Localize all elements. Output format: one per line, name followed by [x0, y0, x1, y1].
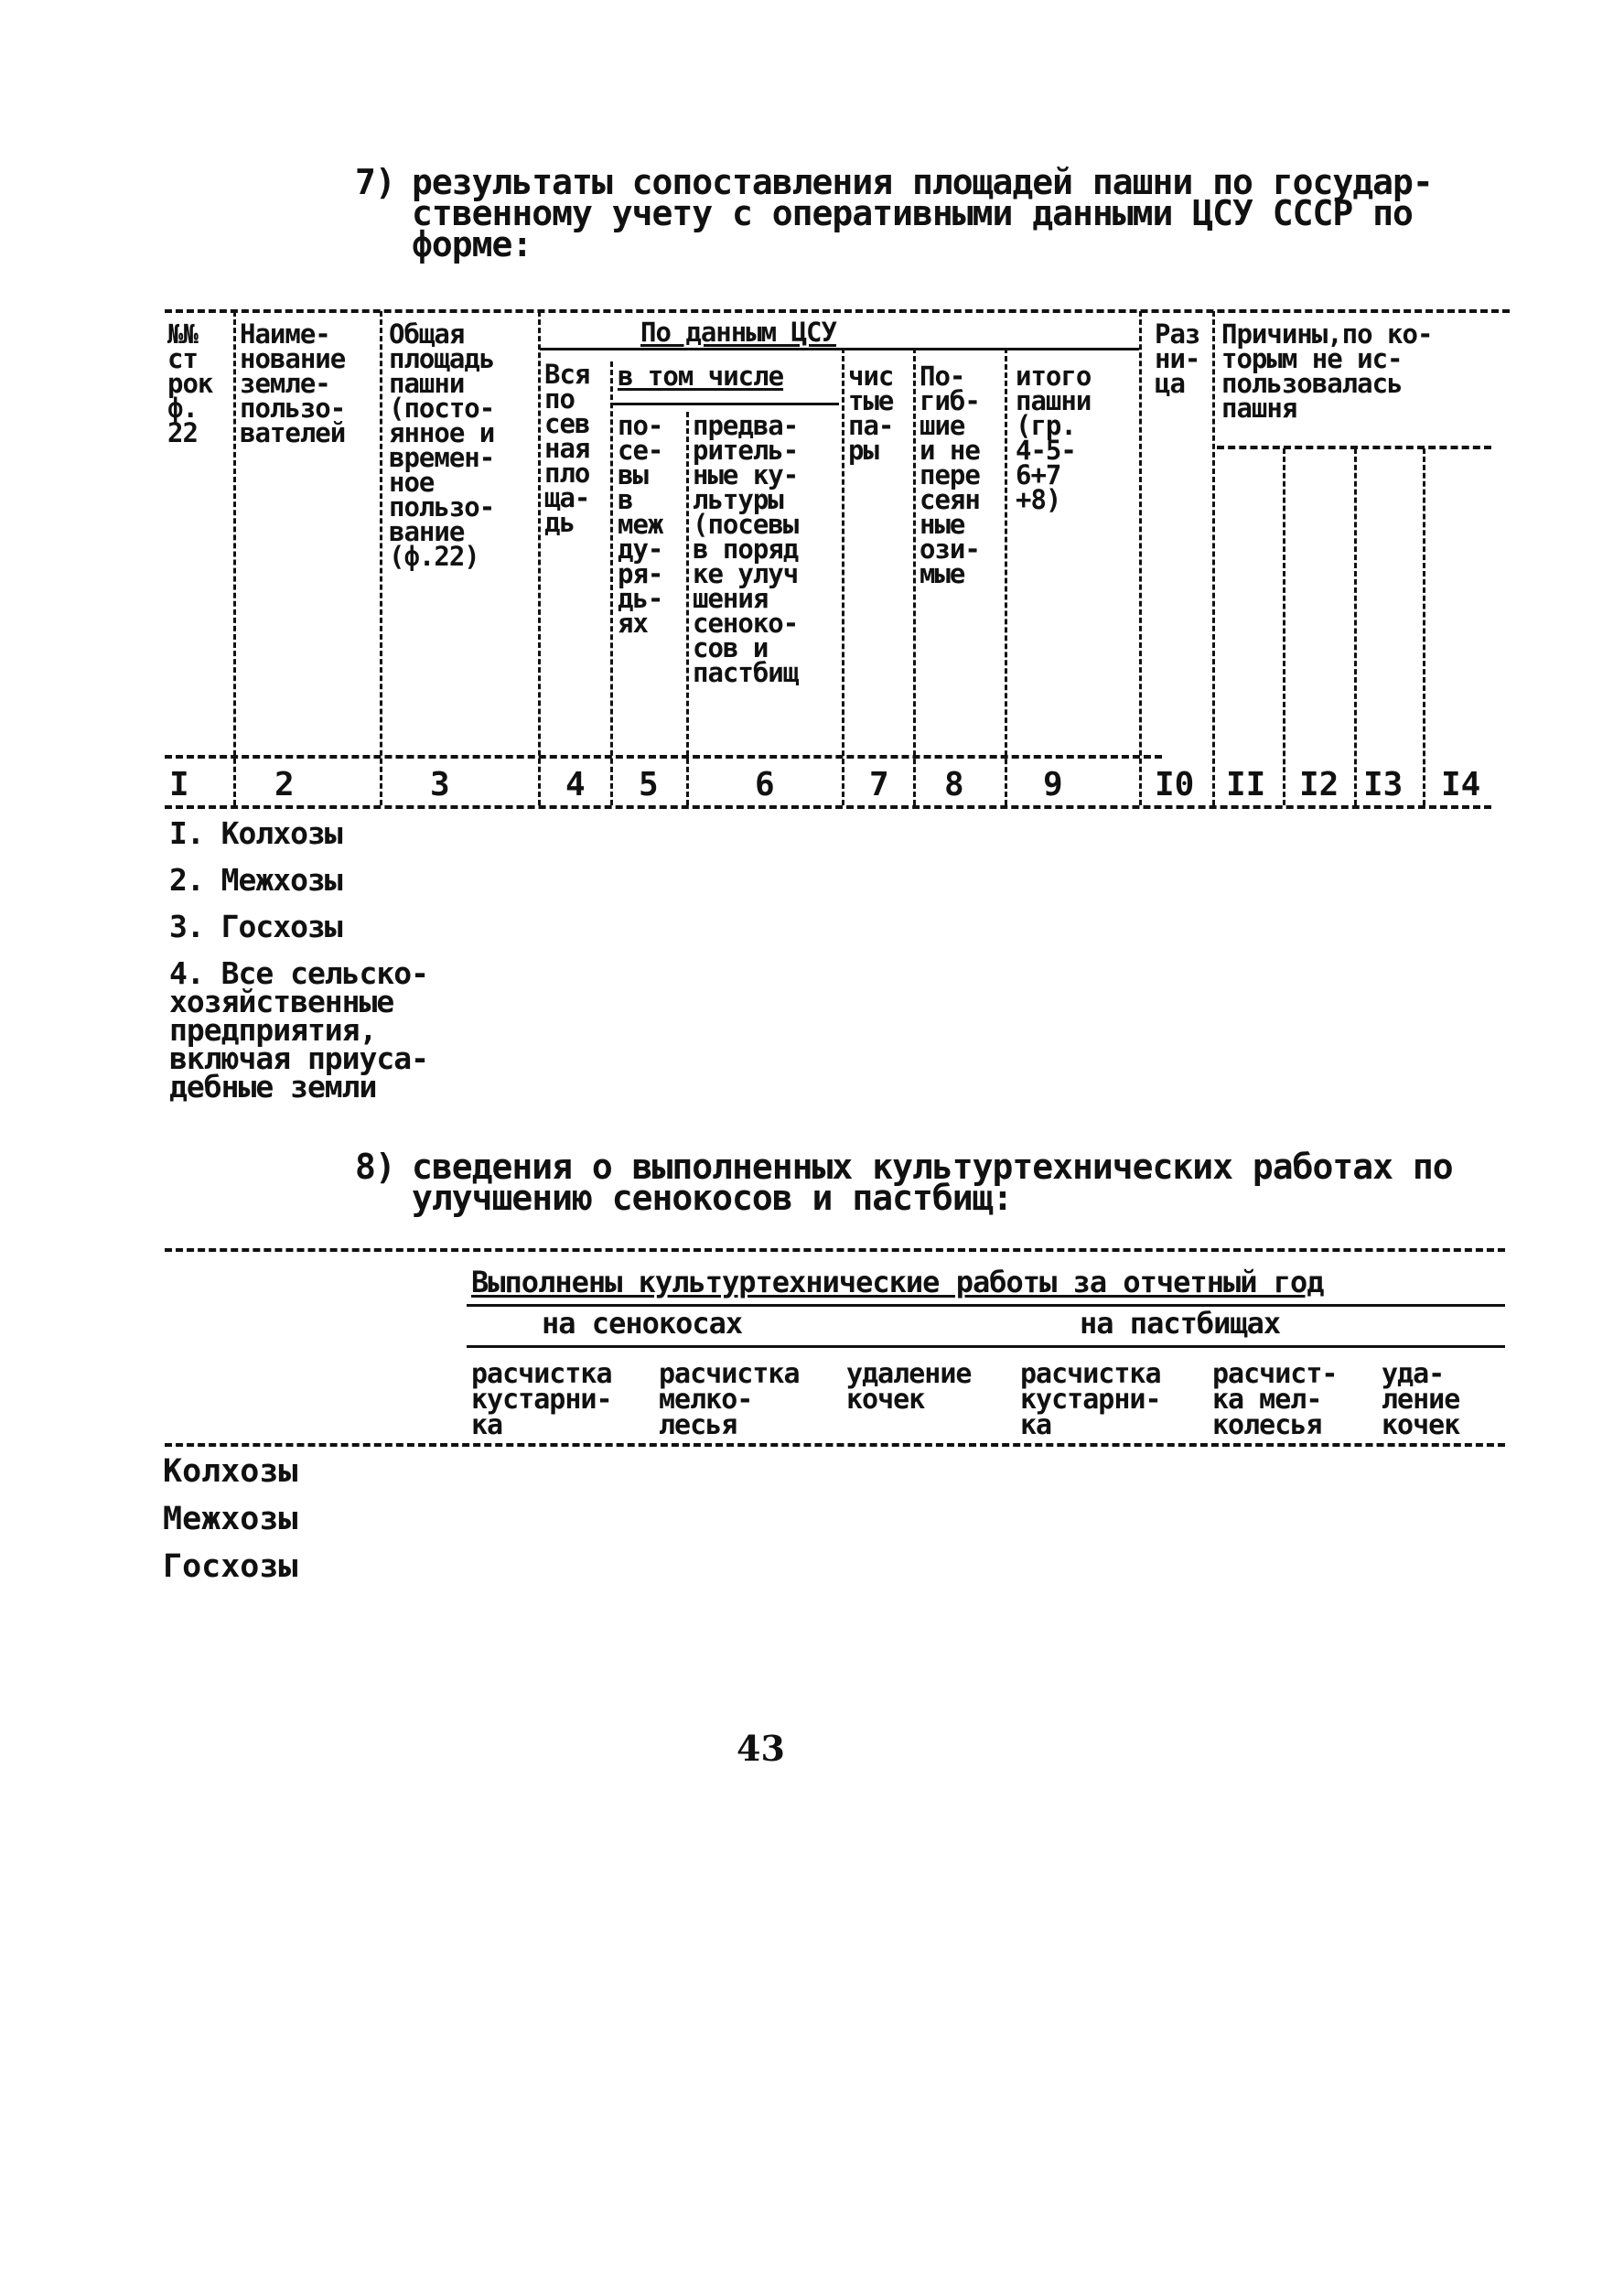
column-number: I0	[1155, 766, 1195, 803]
table-1-vline	[380, 311, 382, 805]
section-8-number: 8)	[355, 1147, 395, 1187]
section-8-text: сведения о выполненных культуртехнических работах по улучшению сенокосов и пастбищ:	[412, 1147, 1453, 1218]
table-1-header-bottom-rule	[165, 755, 1162, 759]
header-user-name: Наиме- нование земле- пользо- вателей	[240, 318, 346, 448]
column-number: I2	[1299, 766, 1339, 803]
section-7-text: результаты сопоставления площадей пашни по государ- ственному учету с оперативными данными ЦСУ СССР по форме:	[412, 162, 1433, 264]
header-row-number: №№ ст рок ф. 22	[167, 318, 213, 448]
table-2-title: Выполнены культуртехнические работы за отчетный год	[471, 1265, 1324, 1299]
table-1-colnum-rule	[165, 805, 1491, 809]
table-1-vline	[1139, 311, 1142, 805]
column-number: I3	[1363, 766, 1404, 803]
table-2-row-label: Межхозы	[163, 1501, 298, 1537]
header-sown-area: Вся по сев ная пло ща- дь	[544, 359, 590, 538]
table-1-vline	[1423, 448, 1425, 805]
table-1-vline	[1212, 311, 1215, 805]
table-1-row-label: 2. Межхозы	[169, 862, 342, 898]
header-dead-winter-crops: По- гиб- шие и не пере сеян ные ози- мые	[920, 361, 980, 589]
table-1-vline	[610, 361, 613, 805]
table-1-vline	[1283, 448, 1285, 805]
column-number: I4	[1441, 766, 1481, 803]
table-2-group-pasture: на пастбищах	[1080, 1306, 1281, 1341]
table-2-col-header: расчистка кустарни- ка	[1020, 1358, 1161, 1441]
column-number: 8	[944, 766, 964, 803]
table-2-top-rule	[165, 1248, 1505, 1252]
page-number: 43	[737, 1728, 785, 1769]
table-1-vline	[538, 311, 541, 805]
header-preliminary-crops: предва- ритель- ные ку- льтуры (посевы в поряд ке улуч шения сеноко- сов и пастбищ	[693, 410, 799, 688]
table-2-col-header: уда- ление кочек	[1382, 1358, 1460, 1441]
header-including-group: в том числе	[618, 361, 784, 392]
table-1-row-label: 4. Все сельско- хозяйственные предприятия, включая приуса- дебные земли	[169, 955, 429, 1105]
table-2-row-label: Госхозы	[163, 1548, 298, 1585]
column-number: 6	[755, 766, 775, 803]
header-reasons-group: Причины,по ко- торым не ис- пользовалась пашня	[1221, 318, 1433, 424]
table-2-group-hay: на сенокосах	[542, 1306, 743, 1341]
table-1-vline	[1005, 348, 1007, 805]
header-interrow-sowing: по- се- вы в меж ду- ря- дь- ях	[618, 410, 663, 639]
reasons-group-rule	[1217, 446, 1491, 449]
table-2-col-header: расчистка кустарни- ка	[471, 1358, 612, 1441]
section-8-heading	[355, 1147, 1510, 1218]
column-number: 5	[639, 766, 659, 803]
table-1-vline	[233, 311, 236, 805]
table-2-group-rule	[467, 1345, 1505, 1348]
including-group-rule	[610, 403, 839, 405]
section-7-number: 7)	[355, 162, 395, 202]
table-1-vline	[913, 348, 916, 805]
table-2-col-header: расчистка мелко- лесья	[659, 1358, 800, 1441]
table-1-top-rule	[165, 309, 1510, 313]
header-total-area: Общая площадь пашни (посто- янное и времен- ное пользо- вание (ф.22)	[389, 318, 495, 572]
header-clean-fallow: чис тые па- ры	[848, 361, 894, 466]
table-1-row-label: 3. Госхозы	[169, 909, 342, 944]
column-number: 2	[274, 766, 295, 803]
header-difference: Раз ни- ца	[1155, 318, 1200, 399]
column-number: 4	[565, 766, 586, 803]
header-csu-group: По данным ЦСУ	[640, 317, 836, 348]
header-total-arable: итого пашни (гр. 4-5- 6+7 +8)	[1016, 361, 1092, 515]
column-number: I	[169, 766, 189, 803]
csu-group-rule	[540, 348, 1139, 350]
section-7-heading	[355, 162, 1510, 264]
table-1-vline	[842, 348, 844, 805]
table-2-col-header: удаление кочек	[846, 1358, 972, 1416]
table-2-col-header: расчист- ка мел- колесья	[1212, 1358, 1338, 1441]
table-1-row-label: I. Колхозы	[169, 815, 342, 851]
table-1-vline	[1354, 448, 1357, 805]
column-number: 3	[430, 766, 450, 803]
table-2-header-bottom-rule	[165, 1443, 1505, 1447]
column-number: II	[1226, 766, 1266, 803]
table-2-row-label: Колхозы	[163, 1453, 298, 1490]
column-number: 9	[1043, 766, 1063, 803]
column-number: 7	[869, 766, 889, 803]
table-1-vline	[686, 412, 689, 805]
